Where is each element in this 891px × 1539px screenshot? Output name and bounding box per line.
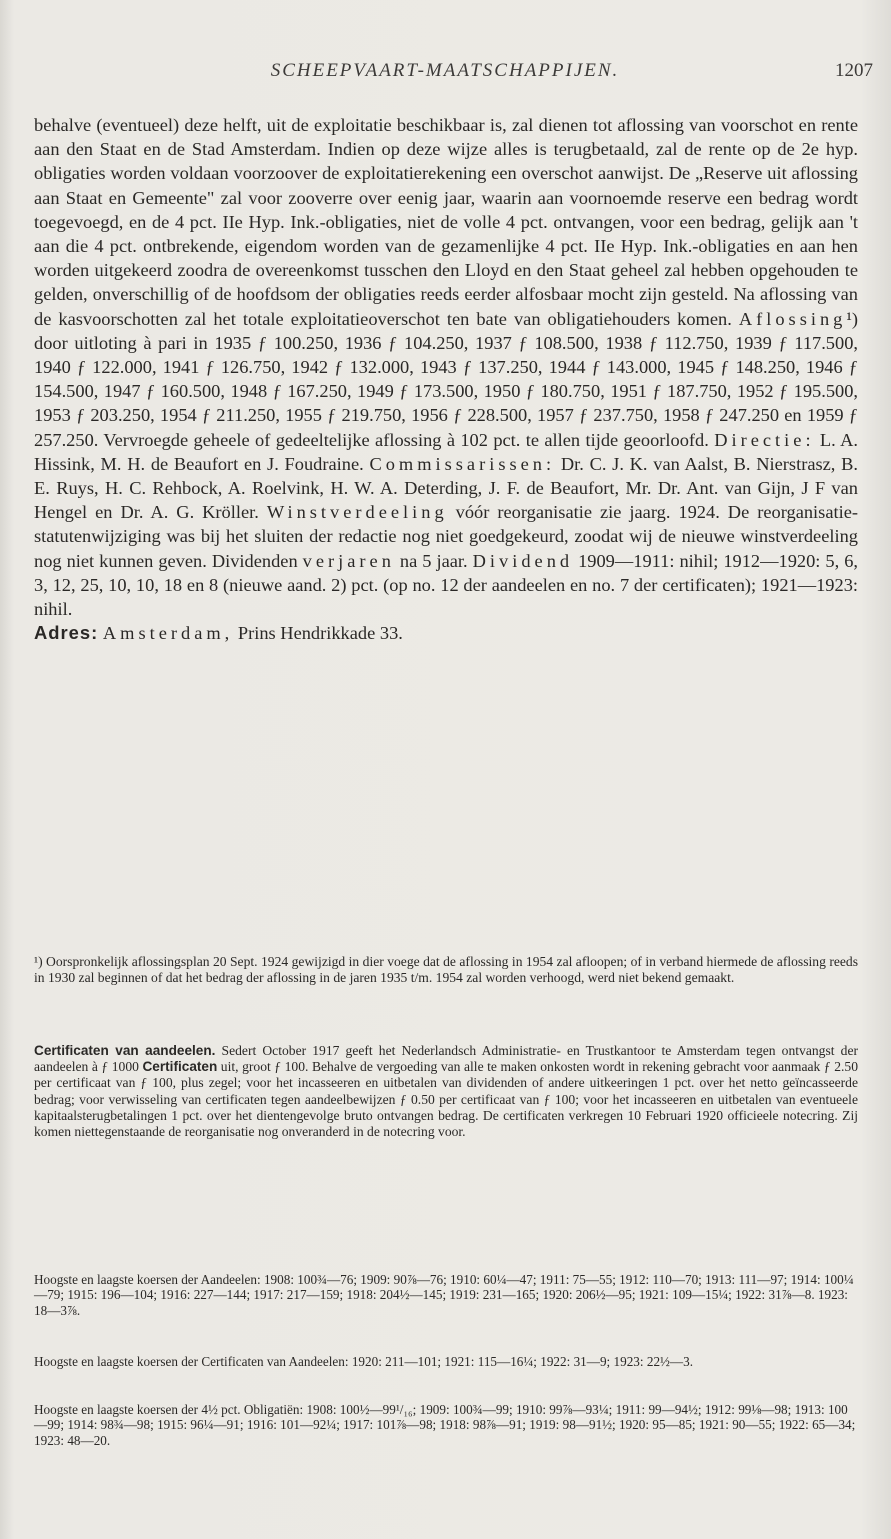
certificaten-text-1: Sedert October 1917 geeft het Nederlandsch Administratie- en Trustkantoor te Amsterdam tegen ontvangst der aandeelen à ƒ 1000 <box>34 1043 859 1075</box>
footnote: ¹) Oorspronkelijk aflossingsplan 20 Sept. 1924 gewijzigd in dier voege dat de aflossing in 1954 zal afloopen; of in verband hiermede de aflossing reeds in 1930 zal beginnen of dat het bedrag der aflossing in de jaren 1935 t/m. 1954 zal worden verhoogd, werd niet bekend gemaakt. <box>34 954 858 985</box>
adres-city: Amsterdam, <box>102 623 234 644</box>
directie-label: Directie: <box>714 429 815 450</box>
certificaten-text-2: uit, groot ƒ 100. Behalve de vergoeding van alle te maken onkosten wordt in rekening gebracht voor aanmaak ƒ 2.50 per certificaat van ƒ 100, plus zegel; voor het incasseeren en uitbetalen van dividenden of andere uitkeeringen 1 pct. over het netto geïncasseerde bedrag; voor verwisseling van certificaten tegen aandeelbewijzen ƒ 0.50 per certificaat van ƒ 100; voor het incasseeren en uitbetalen van eventueele kapitaalsterugbetalingen 1 pct. over het dientengevolge bruto ontvangen bedrag. De certificaten verkregen 10 Februari 1920 officieele notecring. Zij komen niettegenstaande de reorganisatie nog onveranderd in de notecring voor. <box>34 1059 858 1140</box>
body-paragraph <box>34 113 858 621</box>
para-aflossing-scheme: behalve (eventueel) deze helft, uit de exploitatie beschikbaar is, zal dienen tot aflossing van voorschot en rente aan den Staat en de Stad Amsterdam. Indien op deze wijze alles is terugbetaald, zal de rente op de 2e hyp. obligaties worden voldaan voorzoover de exploitatierekening een overschot aanwijst. De „Reserve uit aflossing aan Staat en Gemeente" zal voor zooverre over eenig jaar, waarin aan voornoemde reserve een bedrag wordt toegevoegd, en de 4 pct. IIe Hyp. Ink.-obligaties, niet de volle 4 pct. ontvangen, voor een bedrag, gelijk aan 't aan die 4 pct. ontbrekende, eigendom worden van de gezamenlijke 4 pct. IIe Hyp. Ink.-obligaties en aan hen worden uitgekeerd zoodra de overeenkomst tusschen den Lloyd en den Staat geheel zal hebben opgehouden te gelden, onverschillig of de hoofdsom der obligaties reeds eerder alfosbaar mocht zijn gesteld. Na aflossing van de kasvoorschotten zal het totale exploitatieoverschot ten bate van obligatiehouders komen. <box>34 115 858 329</box>
certificaten-section <box>34 1043 858 1140</box>
directie-text: L. A. Hissink, M. H. de Beaufort en J. Foudraine. <box>34 429 858 474</box>
koersen-obligatien: Hoogste en laagste koersen der 4½ pct. Obligatiën: 1908: 100½—99¹/₁₆; 1909: 100¾—99; 1910: 99⅞—93¼; 1911: 99—94½; 1912: 99⅛—98; 1913: 100—99; 1914: 98¾—98; 1915: 96¼—91; 1916: 101—92¼; 1917: 101⅞—98; 1918: 98⅞—91; 1919: 98—91½; 1920: 95—85; 1921: 90—55; 1922: 65—34; 1923: 48—20. <box>34 1402 856 1448</box>
commissarissen-label: Commissarissen: <box>369 453 556 474</box>
winstverdeeling-text: vóór reorganisatie zie jaarg. 1924. De reorganisatie-statutenwijziging was bij het sluiten der redactie nog niet goedgekeurd, zoodat wij de nieuwe winstverdeeling nog niet kunnen geven. Dividenden <box>34 502 858 571</box>
dividend-text: 1909—1911: nihil; 1912—1920: 5, 6, 3, 12, 25, 10, 10, 18 en 8 (nieuwe aand. 2) pct. (op no. 12 der aandeelen en no. 7 der certificaten); 1921—1923: nihil. <box>34 550 858 620</box>
certificaten-heading-2: Certificaten <box>142 1059 218 1075</box>
adres-street: Prins Hendrikkade 33. <box>233 623 403 644</box>
verjaren-text: na 5 jaar. <box>394 550 473 571</box>
certificaten-heading: Certificaten van aandeelen. <box>34 1043 216 1058</box>
koersen-certificaten: Hoogste en laagste koersen der Certificaten van Aandeelen: 1920: 211—101; 1921: 115—16¼; 1922: 31—9; 1923: 22½—3. <box>34 1354 694 1369</box>
winstverdeeling-label: Winstverdeeling <box>266 502 448 523</box>
verjaren-label: verjaren <box>302 550 395 571</box>
main-text <box>34 113 858 645</box>
commissarissen-text: Dr. C. J. K. van Aalst, B. Nierstrasz, B. E. Ruys, H. C. Rehbock, A. Roelvink, H. W. A. Deterding, J. F. de Beaufort, Mr. Dr. Ant. van Gijn, J F van Hengel en Dr. A. G. Kröller. <box>34 453 858 523</box>
aflossing-label: Aflossing <box>738 308 847 329</box>
adres-line <box>34 621 858 645</box>
adres-label: Adres: <box>34 622 99 644</box>
koersen-aandeelen: Hoogste en laagste koersen der Aandeelen: 1908: 100¾—76; 1909: 90⅞—76; 1910: 60¼—47; 1911: 75—55; 1912: 110—70; 1913: 111—97; 1914: 100¼—79; 1915: 196—104; 1916: 227—144; 1917: 217—159; 1918: 204½—145; 1919: 231—165; 1920: 206½—95; 1921: 109—15¼; 1922: 31⅞—8. 1923: 18—3⅞. <box>34 1272 854 1318</box>
page-number: 1207 <box>835 60 873 81</box>
dividend-label: Dividend <box>472 550 574 571</box>
aflossing-schedule: ¹) door uitloting à pari in 1935 ƒ 100.250, 1936 ƒ 104.250, 1937 ƒ 108.500, 1938 ƒ 112.750, 1939 ƒ 117.500, 1940 ƒ 122.000, 1941 ƒ 126.750, 1942 ƒ 132.000, 1943 ƒ 137.250, 1944 ƒ 143.000, 1945 ƒ 148.250, 1946 ƒ 154.500, 1947 ƒ 160.500, 1948 ƒ 167.250, 1949 ƒ 173.500, 1950 ƒ 180.750, 1951 ƒ 187.750, 1952 ƒ 195.500, 1953 ƒ 203.250, 1954 ƒ 211.250, 1955 ƒ 219.750, 1956 ƒ 228.500, 1957 ƒ 237.750, 1958 ƒ 247.250 en 1959 ƒ 257.250. Vervroegde geheele of gedeeltelijke aflossing à 102 pct. te allen tijde geoorloofd. <box>34 308 858 450</box>
running-header: SCHEEPVAART-MAATSCHAPPIJEN. <box>270 60 620 81</box>
